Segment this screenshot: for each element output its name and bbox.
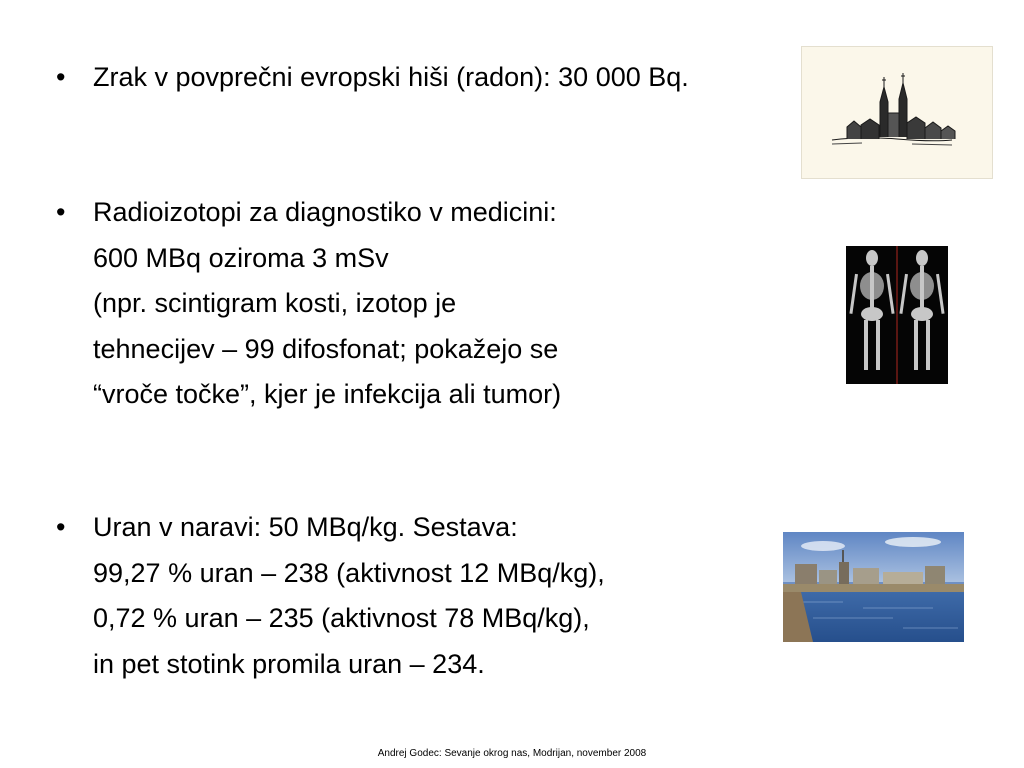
bullet-text: Radioizotopi za diagnostiko v medicini: <box>93 197 557 227</box>
mine-landscape-icon <box>783 532 964 642</box>
bullet-continuation: 0,72 % uran – 235 (aktivnost 78 MBq/kg), <box>93 603 590 633</box>
bullet-line <box>56 505 605 551</box>
slide-footer: Andrej Godec: Sevanje okrog nas, Modrijan, november 2008 <box>377 748 647 759</box>
bullet-radon <box>56 55 689 101</box>
bullet-continuation: 99,27 % uran – 238 (aktivnost 12 MBq/kg), <box>93 557 605 588</box>
bullet-line <box>56 190 561 236</box>
bullet-continuation: tehnecijev – 99 difosfonat; pokažejo se <box>93 333 559 364</box>
bullet-dot: • <box>56 62 66 92</box>
bullet-radioisotopes <box>56 190 561 418</box>
bullet-line <box>56 55 689 101</box>
uranium-mine-image <box>783 532 964 642</box>
bullet-text: Zrak v povprečni evropski hiši (radon): 30 000 Bq. <box>93 62 689 92</box>
bullet-uranium <box>56 505 605 687</box>
bullet-continuation: in pet stotink promila uran – 234. <box>93 648 485 679</box>
church-sketch-image <box>801 46 993 179</box>
bullet-continuation: (npr. scintigram kosti, izotop je <box>93 288 457 318</box>
bullet-text: Uran v naravi: 50 MBq/kg. Sestava: <box>93 512 518 542</box>
bullet-dot: • <box>56 512 66 542</box>
skeleton-scan-icon <box>846 246 948 384</box>
church-sketch-icon <box>802 47 993 179</box>
bullet-continuation: “vroče točke”, kjer je infekcija ali tumor) <box>93 379 562 409</box>
bullet-continuation: 600 MBq oziroma 3 mSv <box>93 242 389 273</box>
bone-scintigram-image <box>846 246 948 384</box>
bullet-dot: • <box>56 197 66 227</box>
